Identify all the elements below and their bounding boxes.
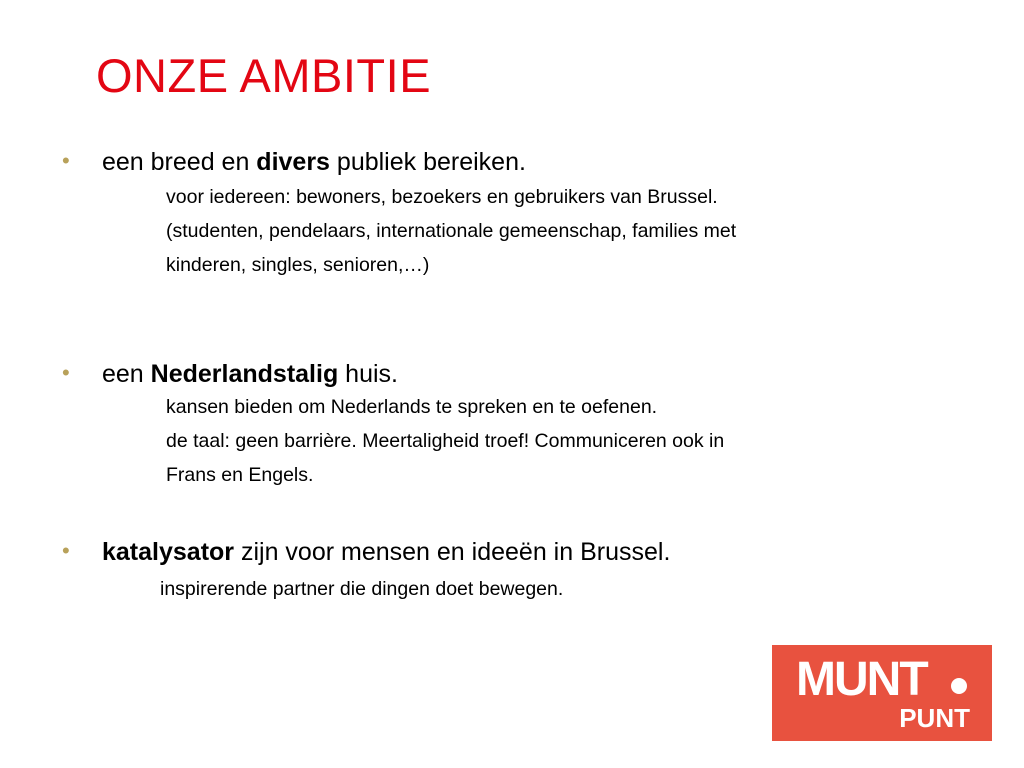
detail-line: voor iedereen: bewoners, bezoekers en gebruikers van Brussel. [166, 186, 718, 208]
slide-title: ONZE AMBITIE [96, 49, 432, 102]
bullet-heading [62, 146, 984, 178]
detail-line: de taal: geen barrière. Meertaligheid troef! Communiceren ook in [166, 430, 725, 452]
bullet-item-diverse-audience [62, 146, 984, 282]
bullet-emphasis: Nederlandstalig [150, 360, 339, 388]
bullet-text: een breed en [102, 148, 257, 176]
bullet-heading [62, 358, 984, 390]
bullet-text: publiek bereiken. [329, 148, 526, 176]
bullet-details [166, 180, 984, 282]
bullet-item-dutch-house [62, 358, 984, 492]
detail-line: Frans en Engels. [166, 464, 314, 486]
bullet-item-catalyst [62, 536, 984, 606]
detail-line: (studenten, pendelaars, internationale gemeenschap, families met [166, 220, 737, 242]
detail-line: inspirerende partner die dingen doet bewegen. [160, 578, 564, 600]
bullet-text: huis. [338, 360, 398, 388]
detail-line: kansen bieden om Nederlands te spreken en te oefenen. [166, 396, 658, 418]
bullet-emphasis: divers [256, 148, 330, 176]
bullet-emphasis: katalysator [102, 538, 235, 566]
bullet-marker-icon: • [62, 148, 70, 173]
bullet-text: een [102, 360, 151, 388]
logo-text-munt: MUNT [796, 653, 927, 706]
logo-text-punt: PUNT [899, 703, 970, 733]
bullet-heading [62, 536, 984, 568]
bullet-details [160, 572, 984, 606]
bullet-text: zijn voor mensen en ideeën in Brussel. [234, 538, 671, 566]
bullet-marker-icon: • [62, 360, 70, 385]
logo-dot-icon [951, 678, 967, 694]
muntpunt-logo [772, 645, 992, 741]
bullet-details [166, 390, 984, 492]
bullet-marker-icon: • [62, 538, 70, 563]
detail-line: kinderen, singles, senioren,…) [166, 254, 430, 276]
